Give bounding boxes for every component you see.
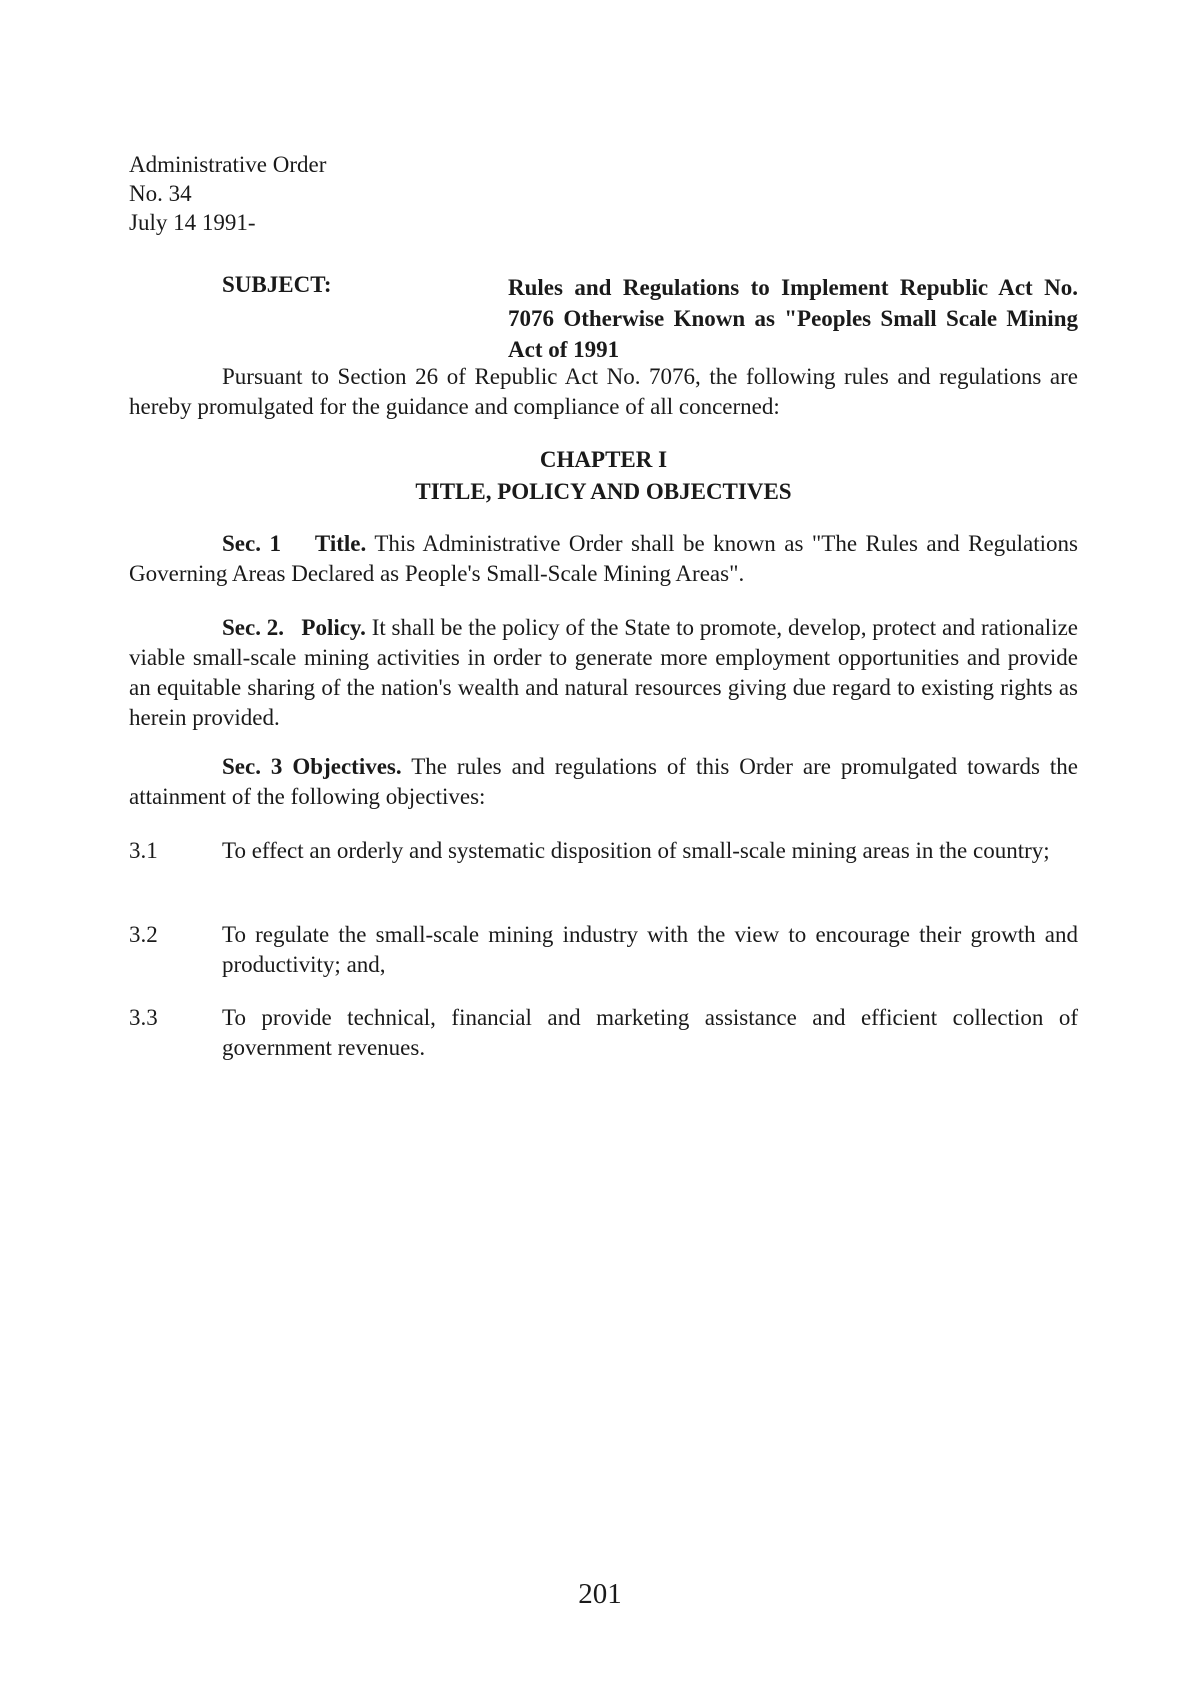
order-type: Administrative Order bbox=[129, 152, 327, 177]
objective-text: To effect an orderly and systematic disposition of small-scale mining areas in the country; bbox=[222, 838, 1050, 863]
subject-label: SUBJECT: bbox=[222, 272, 332, 297]
section-3-heading: Objectives. bbox=[292, 754, 402, 779]
section-2-label: Sec. 2. bbox=[222, 615, 285, 640]
section-1 bbox=[129, 529, 1078, 589]
section-3 bbox=[129, 752, 1078, 812]
page-number: 201 bbox=[578, 1578, 622, 1610]
section-3-label: Sec. 3 bbox=[222, 754, 283, 779]
preamble: Pursuant to Section 26 of Republic Act No. 7076, the following rules and regulations are hereby promulgated for the guidance and compliance of all concerned: bbox=[129, 364, 1078, 419]
chapter-title: TITLE, POLICY AND OBJECTIVES bbox=[415, 479, 792, 504]
section-3-text: The rules and regulations of this Order are promulgated towards the attainment of the following objectives: bbox=[129, 754, 1079, 809]
chapter-heading bbox=[129, 444, 1078, 508]
objective-text: To regulate the small-scale mining industry with the view to encourage their growth and productivity; and, bbox=[222, 922, 1078, 977]
objective-number: 3.1 bbox=[129, 838, 158, 863]
section-2-heading: Policy. bbox=[301, 615, 366, 640]
section-1-heading: Title. bbox=[314, 531, 367, 556]
section-2 bbox=[129, 613, 1078, 733]
order-header bbox=[129, 150, 326, 237]
objective-number: 3.3 bbox=[129, 1005, 158, 1030]
section-1-text: This Administrative Order shall be known as "The Rules and Regulations Governing Areas Declared as People's Small-Scale Mining Areas". bbox=[129, 531, 1078, 586]
order-number: No. 34 bbox=[129, 181, 192, 206]
section-1-label: Sec. 1 bbox=[222, 531, 281, 556]
objective-text: To provide technical, financial and marketing assistance and efficient collection of government revenues. bbox=[222, 1005, 1078, 1060]
chapter-number: CHAPTER I bbox=[539, 447, 668, 472]
order-date: July 14 1991- bbox=[129, 210, 256, 235]
objective-number: 3.2 bbox=[129, 922, 158, 947]
section-2-text: It shall be the policy of the State to promote, develop, protect and rationalize viable small-scale mining activities in order to generate more employment opportunities and provide an equitable sharing of the nation's wealth and natural resources giving due regard to existing rights as herein provided. bbox=[129, 615, 1079, 730]
subject-text: Rules and Regulations to Implement Republic Act No. 7076 Otherwise Known as "Peoples Small Scale Mining Act of 1991 bbox=[508, 275, 1078, 362]
